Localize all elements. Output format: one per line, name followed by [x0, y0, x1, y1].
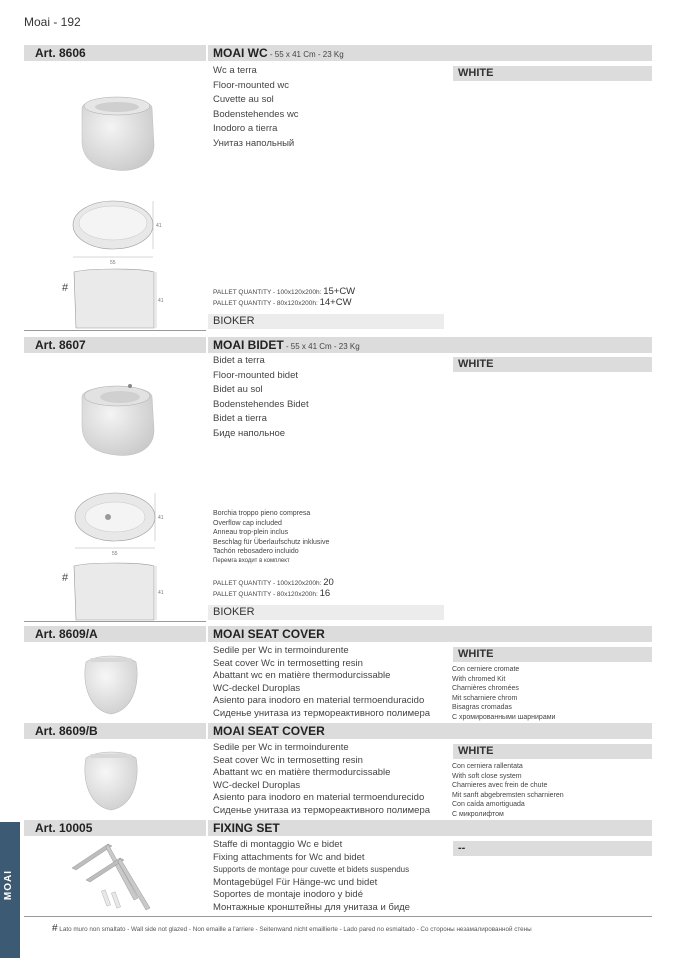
article-number: Art. 8606: [35, 46, 86, 60]
section-side-tab: MOAI: [0, 822, 20, 958]
divider: [24, 330, 206, 331]
footer-note: # Lato muro non smaltato - Wall side not glazed - Non emaille a l'arriere - Seitenwand nicht emaillierte - Lado pared no esmaltado - Со стороны незамалированной стены: [52, 923, 532, 934]
product-title: FIXING SET: [213, 821, 280, 835]
page-header: Moai - 192: [24, 15, 81, 29]
bidet-product-image: [70, 375, 165, 460]
pallet-quantities: PALLET QUANTITY - 100x120x200h: 15+CW PALLET QUANTITY - 80x120x200h: 14+CW: [213, 286, 356, 308]
pallet-quantities: PALLET QUANTITY - 100x120x200h: 20 PALLET QUANTITY - 80x120x200h: 16: [213, 577, 334, 599]
product-dimensions: - 55 x 41 Cm - 23 Kg: [283, 342, 360, 351]
svg-text:55: 55: [110, 260, 116, 266]
color-badge: WHITE: [453, 744, 652, 759]
wc-product-image: [70, 90, 165, 175]
seat-cover-image: [78, 748, 144, 814]
product-description: Wc a terra Floor-mounted wc Cuvette au sol Bodenstehendes wc Inodoro a tierra Унитаз напольный: [213, 65, 299, 149]
svg-text:41: 41: [158, 515, 164, 521]
svg-text:41: 41: [158, 298, 164, 304]
product-description: Sedile per Wc in termoindurente Seat cover Wc in termosetting resin Abattant wc en matière thermodurcissable WC-deckel Duroplas Asiento para inodoro en material termoendurecido Сиденье унитаза из термореактивного полимера: [213, 742, 431, 816]
color-badge: WHITE: [453, 357, 652, 372]
wc-top-view-drawing: [68, 195, 168, 267]
bidet-side-view-drawing: [70, 560, 170, 622]
color-badge: WHITE: [453, 66, 652, 81]
svg-text:41: 41: [156, 223, 162, 229]
seat-cover-image: [78, 652, 144, 718]
product-title: MOAI SEAT COVER: [213, 627, 325, 641]
product-title: MOAI WC - 55 x 41 Cm - 23 Kg: [213, 46, 344, 60]
hinge-notes: Con cerniera rallentata With soft close system Charnieres avec frein de chute Mit sanft abgebremsten scharnieren Con caída amortiguada С микролифтом: [452, 763, 564, 818]
article-number: Art. 8609/B: [35, 724, 98, 738]
bidet-notes: Borchia troppo pieno compresa Overflow cap included Anneau trop-plein inclus Beschlag für Überlaufschutz inklusive Tachón rebosadero incluido Перемга входит в комплект: [213, 510, 330, 564]
article-number: Art. 8607: [35, 338, 86, 352]
hinge-notes: Con cerniere cromate With chromed Kit Charnières chromées Mit scharniere chrom Bisagras cromadas С хромированными шарнирами: [452, 666, 556, 721]
product-description: Sedile per Wc in termoindurente Seat cover Wc in termosetting resin Abattant wc en matière thermodurcissable WC-deckel Duroplas Asiento para inodoro en material termoenduracido Сиденье унитаза из термореактивного полимера: [213, 645, 431, 719]
product-description: Bidet a terra Floor-mounted bidet Bidet au sol Bodenstehendes Bidet Bidet a tierra Биде напольное: [213, 355, 309, 439]
material-label: BIOKER: [208, 314, 444, 329]
divider: [24, 621, 206, 622]
article-number: Art. 8609/A: [35, 627, 98, 641]
bidet-top-view-drawing: [70, 487, 170, 559]
svg-text:41: 41: [158, 590, 164, 596]
product-dimensions: - 55 x 41 Cm - 23 Kg: [267, 50, 344, 59]
color-badge: --: [453, 841, 652, 856]
product-description: Staffe di montaggio Wc e bidet Fixing attachments for Wc and bidet Supports de montage pour cuvette et bidets suspendus Montagebügel Für Hänge-wc und bidet Soportes de montaje inodoro y bidé Монтажные кронштейны для унитаза и биде: [213, 839, 410, 913]
article-number: Art. 10005: [35, 821, 93, 835]
product-title: MOAI BIDET - 55 x 41 Cm - 23 Kg: [213, 338, 360, 352]
color-badge: WHITE: [453, 647, 652, 662]
product-title: MOAI SEAT COVER: [213, 724, 325, 738]
hash-symbol: #: [62, 572, 69, 584]
material-label: BIOKER: [208, 605, 444, 620]
svg-text:55: 55: [112, 551, 118, 557]
footer-divider: [24, 916, 652, 917]
hash-symbol: #: [62, 282, 69, 294]
wc-side-view-drawing: [70, 266, 170, 330]
fixing-set-image: [68, 838, 158, 912]
